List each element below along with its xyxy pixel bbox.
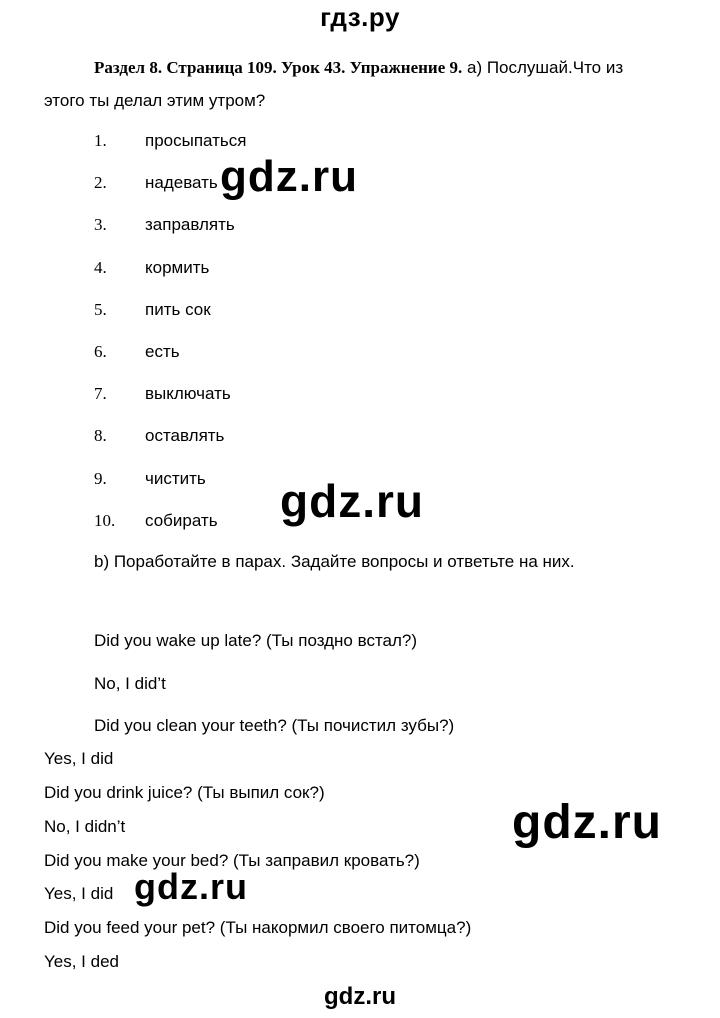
- site-header[interactable]: гдз.ру: [320, 2, 400, 32]
- list-item-word: просыпаться: [145, 131, 247, 150]
- site-footer[interactable]: gdz.ru: [324, 983, 396, 1010]
- dialogue-line: Yes, I did: [44, 749, 114, 768]
- list-item-number: 1.: [94, 131, 107, 150]
- list-item-number: 5.: [94, 299, 107, 319]
- watermark: gdz.ru: [134, 866, 248, 907]
- dialogue-line: Did you drink juice? (Ты выпил сок?): [44, 783, 325, 802]
- exercise-title-bold: Раздел 8. Страница 109. Урок 43. Упражнение 9.: [94, 58, 463, 77]
- list-item-word: оставлять: [145, 426, 225, 446]
- dialogue-line: Yes, I did: [44, 884, 114, 903]
- list-item-number: 2.: [94, 173, 107, 193]
- list-item-number: 9.: [94, 468, 107, 488]
- dialogue-line: No, I didn’t: [44, 817, 126, 836]
- dialogue-line: Did you clean your teeth? (Ты почистил зубы?): [94, 716, 455, 735]
- dialogue-line: Did you feed your pet? (Ты накормил своего питомца?): [44, 918, 472, 937]
- list-item-number: 7.: [94, 384, 107, 404]
- exercise-title-line2: этого ты делал этим утром?: [44, 91, 266, 110]
- dialogue-line: Did you make your bed? (Ты заправил кровать?): [44, 851, 420, 870]
- dialogue-line: Did you wake up late? (Ты поздно встал?): [94, 631, 418, 650]
- list-item-number: 3.: [94, 215, 107, 235]
- list-item-word: надевать: [145, 173, 218, 193]
- watermark: gdz.ru: [220, 152, 358, 201]
- list-item-word: выключать: [145, 384, 231, 404]
- list-item-number: 4.: [94, 257, 107, 277]
- exercise-title-line1: [94, 58, 623, 78]
- part-b-instruction: b) Поработайте в парах. Задайте вопросы и ответьте на них.: [94, 552, 575, 571]
- list-item-number: 6.: [94, 342, 107, 361]
- list-item-word: есть: [145, 342, 180, 361]
- list-item-word: собирать: [145, 510, 218, 530]
- list-item-word: заправлять: [145, 215, 235, 235]
- list-item-number: 8.: [94, 426, 107, 446]
- list-item-word: чистить: [145, 468, 206, 488]
- watermark: gdz.ru: [512, 796, 662, 849]
- list-item-word: пить сок: [145, 299, 211, 319]
- list-item-number: 10.: [94, 510, 116, 530]
- exercise-title-rest: а) Послушай.Что из: [462, 58, 624, 77]
- dialogue-line: No, I did’t: [94, 674, 166, 693]
- watermark: gdz.ru: [280, 475, 424, 527]
- list-item-word: кормить: [145, 257, 210, 277]
- dialogue-line: Yes, I ded: [44, 952, 119, 971]
